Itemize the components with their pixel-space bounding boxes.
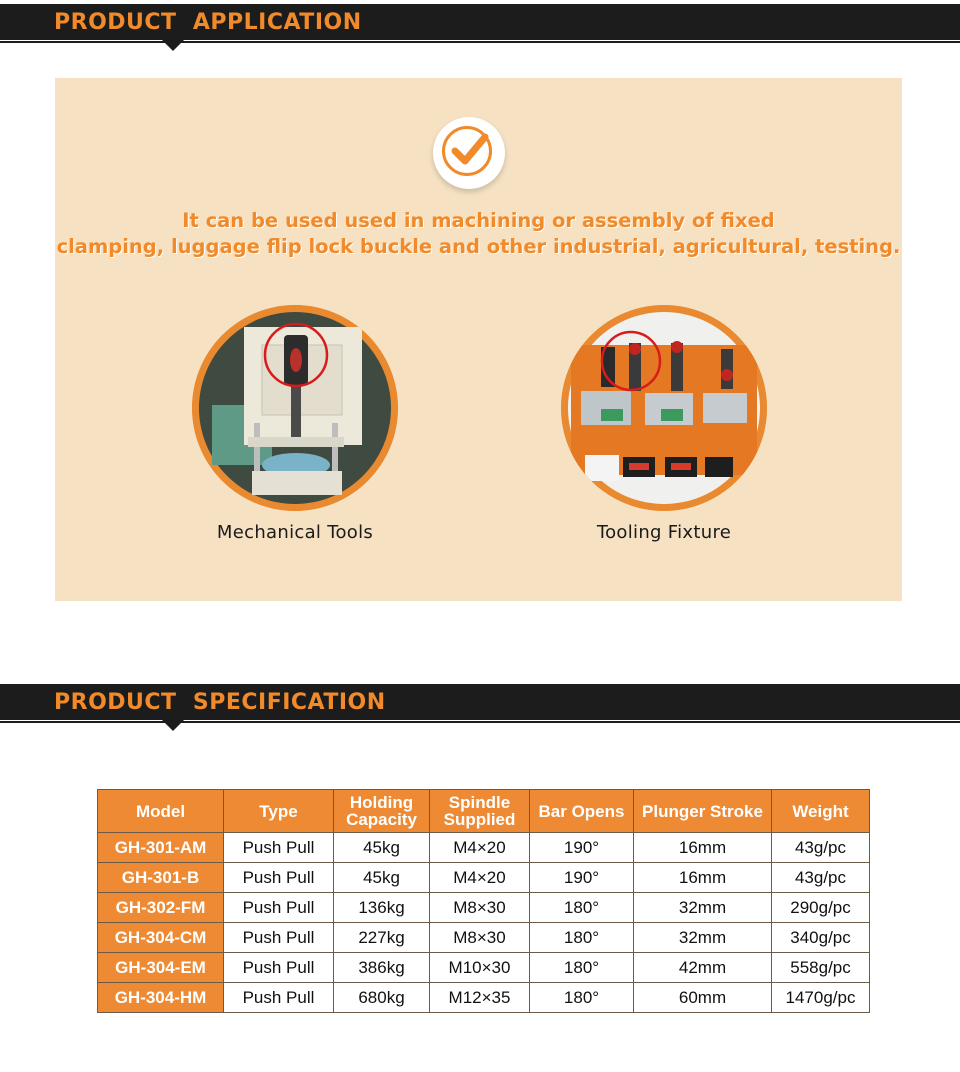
cell-spindle: M8×30 — [430, 893, 530, 923]
table-row — [98, 863, 870, 893]
header-rule — [0, 41, 960, 43]
cell-plunger-stroke: 32mm — [634, 893, 772, 923]
tooling-fixture-photo — [561, 305, 767, 511]
column-header-spindle-supplied: Spindle Supplied — [430, 790, 530, 833]
column-header-bar-opens: Bar Opens — [530, 790, 634, 833]
cell-model: GH-304-HM — [98, 983, 224, 1013]
header-rule — [0, 721, 960, 723]
cell-type: Push Pull — [224, 863, 334, 893]
cell-type: Push Pull — [224, 953, 334, 983]
cell-model: GH-301-AM — [98, 833, 224, 863]
cell-plunger-stroke: 42mm — [634, 953, 772, 983]
column-header-holding-capacity: Holding Capacity — [334, 790, 430, 833]
cell-model: GH-304-EM — [98, 953, 224, 983]
column-header-plunger-stroke: Plunger Stroke — [634, 790, 772, 833]
cell-holding-capacity: 45kg — [334, 863, 430, 893]
table-row — [98, 983, 870, 1013]
cell-model: GH-302-FM — [98, 893, 224, 923]
table-row — [98, 893, 870, 923]
cell-bar-opens: 190° — [530, 863, 634, 893]
column-header-model: Model — [98, 790, 224, 833]
card-tooling-fixture — [561, 305, 767, 543]
cell-weight: 340g/pc — [772, 923, 870, 953]
cell-holding-capacity: 680kg — [334, 983, 430, 1013]
cell-type: Push Pull — [224, 983, 334, 1013]
cell-spindle: M8×30 — [430, 923, 530, 953]
cell-bar-opens: 180° — [530, 953, 634, 983]
cell-bar-opens: 180° — [530, 983, 634, 1013]
cell-model: GH-304-CM — [98, 923, 224, 953]
application-description — [55, 208, 902, 260]
cell-plunger-stroke: 32mm — [634, 923, 772, 953]
table-row — [98, 833, 870, 863]
cell-type: Push Pull — [224, 923, 334, 953]
cell-holding-capacity: 136kg — [334, 893, 430, 923]
cell-weight: 290g/pc — [772, 893, 870, 923]
table-row — [98, 923, 870, 953]
cell-plunger-stroke: 60mm — [634, 983, 772, 1013]
table-row — [98, 953, 870, 983]
cell-weight: 1470g/pc — [772, 983, 870, 1013]
description-line-1: It can be used used in machining or assembly of fixed — [182, 209, 775, 232]
cell-plunger-stroke: 16mm — [634, 863, 772, 893]
application-header-title: PRODUCT APPLICATION — [54, 10, 362, 35]
check-icon — [447, 129, 491, 173]
cell-spindle: M4×20 — [430, 833, 530, 863]
cell-holding-capacity: 45kg — [334, 833, 430, 863]
cell-spindle: M4×20 — [430, 863, 530, 893]
application-panel — [55, 78, 902, 601]
cell-spindle: M10×30 — [430, 953, 530, 983]
description-line-2: clamping, luggage flip lock buckle and other industrial, agricultural, testing. — [56, 235, 901, 258]
header-notch — [162, 720, 184, 731]
check-badge — [433, 117, 505, 189]
application-header — [0, 4, 960, 40]
cell-bar-opens: 180° — [530, 893, 634, 923]
cell-holding-capacity: 227kg — [334, 923, 430, 953]
column-header-type: Type — [224, 790, 334, 833]
cell-type: Push Pull — [224, 833, 334, 863]
cell-plunger-stroke: 16mm — [634, 833, 772, 863]
cell-holding-capacity: 386kg — [334, 953, 430, 983]
column-header-weight: Weight — [772, 790, 870, 833]
card-caption: Tooling Fixture — [596, 522, 732, 543]
specification-header — [0, 684, 960, 720]
table-header-row — [98, 790, 870, 833]
cell-bar-opens: 180° — [530, 923, 634, 953]
cell-bar-opens: 190° — [530, 833, 634, 863]
card-mechanical-tools — [192, 305, 398, 543]
header-notch — [162, 40, 184, 51]
specification-header-title: PRODUCT SPECIFICATION — [54, 690, 386, 715]
cell-type: Push Pull — [224, 893, 334, 923]
cell-weight: 43g/pc — [772, 863, 870, 893]
specification-table — [97, 789, 870, 1013]
cell-model: GH-301-B — [98, 863, 224, 893]
cell-spindle: M12×35 — [430, 983, 530, 1013]
mechanical-tool-photo — [192, 305, 398, 511]
cell-weight: 43g/pc — [772, 833, 870, 863]
card-caption: Mechanical Tools — [216, 522, 374, 543]
cell-weight: 558g/pc — [772, 953, 870, 983]
